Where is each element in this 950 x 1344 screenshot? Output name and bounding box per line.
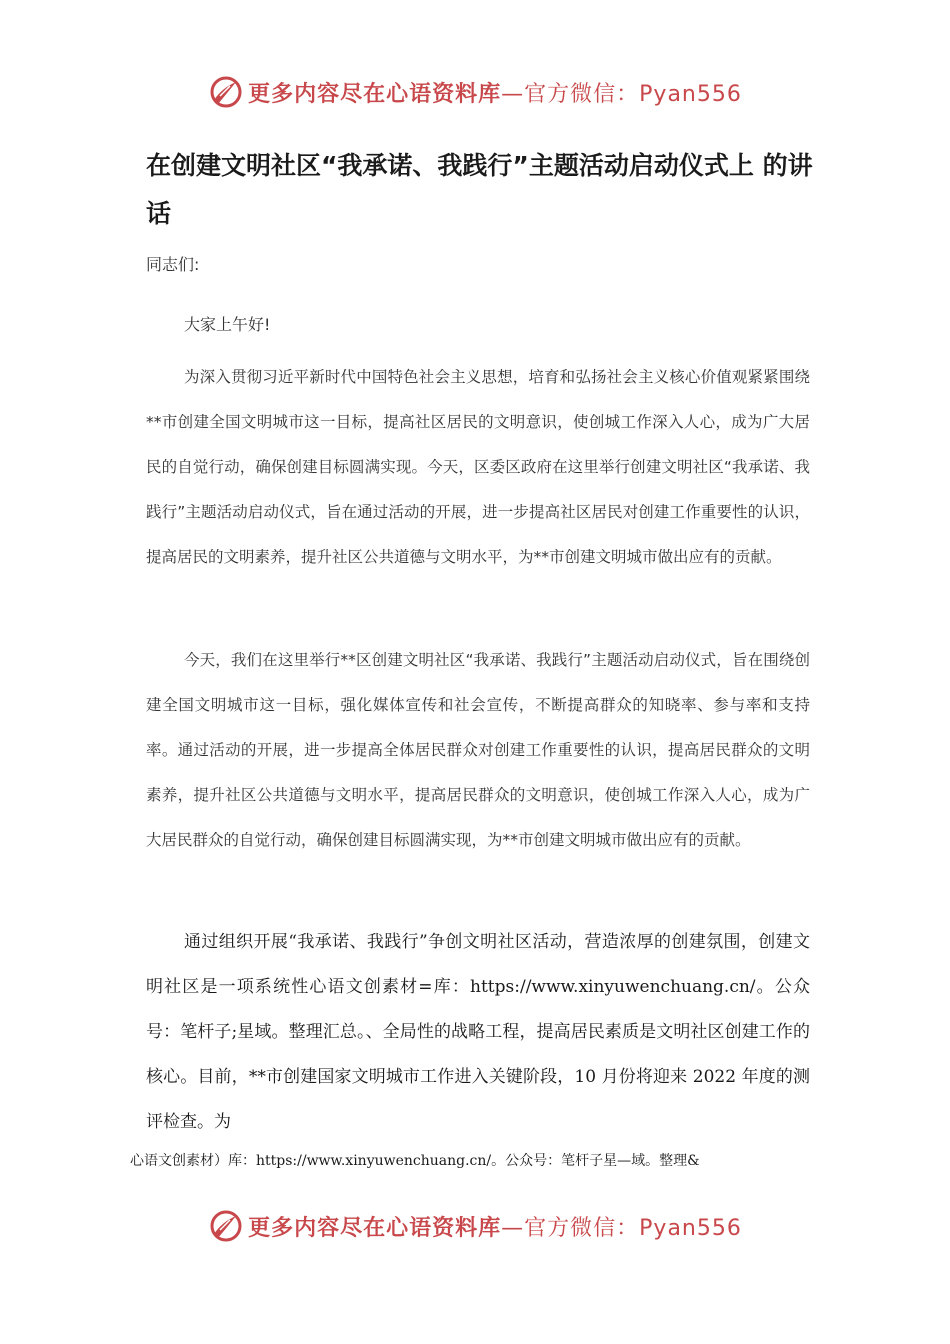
greeting: 大家上午好! [184,315,271,334]
banner-wechat: —官方微信：Pyan556 [501,81,742,107]
banner-title: 更多内容尽在心语资料库—官方微信：Pyan556 [248,80,742,107]
document-title: 在创建文明社区“我承诺、我践行”主题活动启动仪式上 的讲话 [146,151,813,228]
paragraph-1: 为深入贯彻习近平新时代中国特色社会主义思想，培育和弘扬社会主义核心价值观紧紧围绕**市创建全国文明城市这一目标，提高社区居民的文明意识，使创城工作深入人心，成为广大居民的自觉行动，确保创建目标圆满实现。今天，区委区政府在这里举行创建文明社区“我承诺、我践行”主题活动启动仪式，旨在通过活动的开展，进一步提高社区居民对创建工作重要性的认识，提高居民的文明素养，提升社区公共道德与文明水平，为**市创建文明城市做出应有的贡献。 [146,368,810,566]
header-banner [0,72,950,112]
watermark-line: 心语文创素材）库：https://www.xinyuwenchuang.cn/。公众号：笔杆子星—域。整理& [130,1153,700,1169]
logo-icon [208,74,244,110]
banner-title: 更多内容尽在心语资料库—官方微信：Pyan556 [248,1214,742,1241]
banner-wechat: —官方微信：Pyan556 [501,1215,742,1241]
paragraph-2: 今天，我们在这里举行**区创建文明社区“我承诺、我践行”主题活动启动仪式，旨在围绕创建全国文明城市这一目标，强化媒体宣传和社会宣传，不断提高群众的知晓率、参与率和支持率。通过活动的开展，进一步提高全体居民群众对创建工作重要性的认识，提高居民群众的文明素养，提升社区公共道德与文明水平，提高居民群众的文明意识，使创城工作深入人心，成为广大居民群众的自觉行动，确保创建目标圆满实现，为**市创建文明城市做出应有的贡献。 [146,651,810,849]
logo-icon [208,1208,244,1244]
paragraph-3: 通过组织开展“我承诺、我践行”争创文明社区活动，营造浓厚的创建氛围，创建文明社区是一项系统性心语文创素材=库：https://www.xinyuwenchuang.cn/。公众号：笔杆子;星域。整理汇总。、全局性的战略工程，提高居民素质是文明社区创建工作的核心。目前，**市创建国家文明城市工作进入关键阶段，10 月份将迎来 2022 年度的测评检查。为 [146,932,810,1132]
salutation: 同志们: [146,255,200,274]
footer-banner [0,1206,950,1246]
